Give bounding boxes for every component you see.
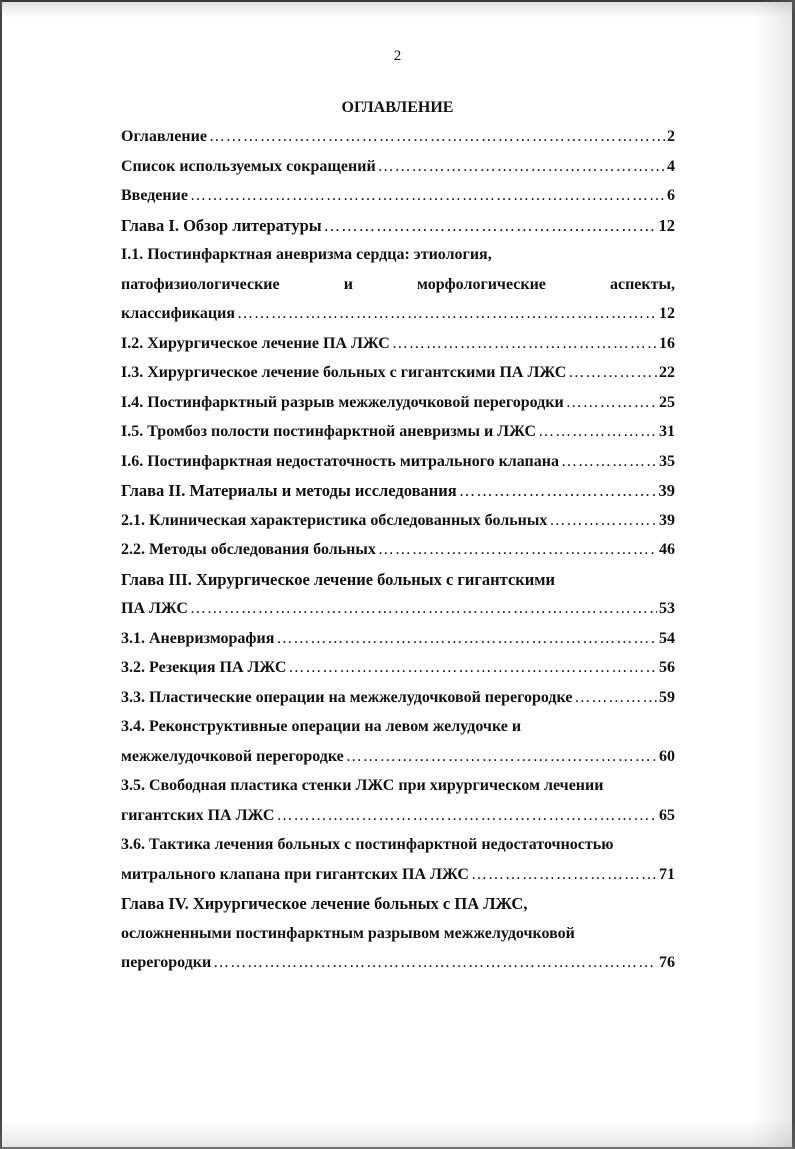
toc-entry-text: Глава II. Материалы и методы исследования xyxy=(121,481,457,500)
toc-entry-text: 3.1. Аневризморафия xyxy=(121,629,275,647)
toc-entry-text: 3.3. Пластические операции на межжелудочковой перегородке xyxy=(121,688,573,706)
toc-entry-page: 22 xyxy=(659,364,675,381)
dot-leader xyxy=(561,447,657,477)
toc-entry-chapter-4-line3[interactable] xyxy=(121,948,675,978)
toc-entry-page: 46 xyxy=(659,541,675,558)
toc-entry-page: 31 xyxy=(659,423,675,440)
dot-leader xyxy=(459,476,657,506)
toc-entry-page: 59 xyxy=(659,688,675,706)
toc-entry-page: 54 xyxy=(659,629,675,647)
dot-leader xyxy=(574,683,657,713)
toc-entry-text: I.2. Хирургическое лечение ПА ЛЖС xyxy=(121,334,390,352)
toc-entry-3-4-line1[interactable]: 3.4. Реконструктивные операции на левом желудочке и xyxy=(121,718,522,735)
toc-entry-3-1[interactable] xyxy=(121,624,675,654)
page-number: 2 xyxy=(393,48,402,64)
scan-shade-bottom xyxy=(0,1119,795,1149)
toc-heading: ОГЛАВЛЕНИЕ xyxy=(341,99,454,116)
toc-entry-text: I.4. Постинфарктный разрыв межжелудочковой перегородки xyxy=(121,393,564,411)
toc-entry-abbreviations[interactable] xyxy=(121,152,675,182)
toc-entry-page: 65 xyxy=(659,806,675,824)
toc-entry-1-3[interactable] xyxy=(121,358,675,388)
word: патофизиологические xyxy=(121,275,280,293)
dot-leader xyxy=(190,594,657,624)
word: аспекты, xyxy=(609,275,675,293)
word: морфологические xyxy=(417,275,546,293)
toc-entry-3-4-line2[interactable] xyxy=(121,742,675,772)
dot-leader xyxy=(566,388,657,418)
toc-entry-page: 35 xyxy=(659,452,675,470)
toc-entry-1-1-line2[interactable] xyxy=(121,270,675,300)
toc-entry-text: 2.2. Методы обследования больных xyxy=(121,541,376,558)
word: и xyxy=(343,275,353,293)
dot-leader xyxy=(549,506,657,536)
toc-entry-text: Введение xyxy=(121,187,188,204)
dot-leader xyxy=(190,181,665,211)
toc-entry-1-5[interactable] xyxy=(121,417,675,447)
toc-entry-page: 4 xyxy=(667,157,675,175)
toc-entry-page: 76 xyxy=(659,954,675,971)
toc-entry-text: Список используемых сокращений xyxy=(121,157,376,175)
toc-entry-1-4[interactable] xyxy=(121,388,675,418)
dot-leader xyxy=(346,742,657,772)
toc-entry-3-6-line2[interactable] xyxy=(121,860,675,890)
toc-entry-introduction[interactable] xyxy=(121,181,675,211)
toc-entry-text: Оглавление xyxy=(121,128,207,145)
toc-entry-3-5-line2[interactable] xyxy=(121,801,675,831)
toc-entry-text: межжелудочковой перегородке xyxy=(121,747,344,765)
toc-entry-chapter-4-line1[interactable]: Глава IV. Хирургическое лечение больных с ПА ЛЖС, xyxy=(121,894,528,913)
toc-entry-chapter-3-line1[interactable]: Глава III. Хирургическое лечение больных с гигантскими xyxy=(121,569,556,589)
toc-entry-page: 25 xyxy=(659,393,675,411)
toc-entry-text: митрального клапана при гигантских ПА ЛЖС xyxy=(121,865,469,883)
toc-entry-text: классификация xyxy=(121,305,235,322)
dot-leader xyxy=(276,801,657,831)
toc-entry-2-1[interactable] xyxy=(121,506,675,536)
dot-leader xyxy=(324,211,657,241)
toc-entry-chapter-2[interactable] xyxy=(121,476,675,506)
dot-leader xyxy=(568,358,657,388)
toc-entry-page: 6 xyxy=(667,187,675,204)
toc-entry-page: 12 xyxy=(659,305,675,322)
toc-entry-text: I.6. Постинфарктная недостаточность митрального клапана xyxy=(121,452,559,470)
toc-entry-text: 2.1. Клиническая характеристика обследованных больных xyxy=(121,511,548,529)
toc-entry-page: 16 xyxy=(659,334,675,352)
dot-leader xyxy=(276,624,657,654)
toc-entry-page: 39 xyxy=(658,481,675,500)
toc-entry-page: 39 xyxy=(659,511,675,529)
dot-leader xyxy=(209,122,665,152)
dot-leader xyxy=(471,860,657,890)
toc-entry-text: гигантских ПА ЛЖС xyxy=(121,806,275,824)
toc-entry-page: 53 xyxy=(659,600,675,617)
toc-entry-text: Глава I. Обзор литературы xyxy=(121,215,322,235)
dot-leader xyxy=(538,417,657,447)
toc-entry-page: 60 xyxy=(659,747,675,765)
toc-entry-text: перегородки xyxy=(121,954,212,971)
scan-shade-right xyxy=(755,0,795,1149)
toc-entry-contents[interactable] xyxy=(121,122,675,152)
toc-entry-text: I.5. Тромбоз полости постинфарктной аневризмы и ЛЖС xyxy=(121,423,537,440)
toc-entry-page: 56 xyxy=(659,659,675,676)
toc-entry-2-2[interactable] xyxy=(121,535,675,565)
dot-leader xyxy=(213,948,657,978)
table-of-contents xyxy=(121,122,675,978)
toc-entry-1-1-line1[interactable]: I.1. Постинфарктная аневризма сердца: этиология, xyxy=(121,246,492,263)
dot-leader xyxy=(378,535,657,565)
toc-entry-chapter-1[interactable] xyxy=(121,211,675,241)
dot-leader xyxy=(392,329,657,359)
toc-entry-text: I.3. Хирургическое лечение больных с гигантскими ПА ЛЖС xyxy=(121,364,567,381)
toc-entry-1-1-line3[interactable] xyxy=(121,299,675,329)
toc-entry-3-5-line1[interactable]: 3.5. Свободная пластика стенки ЛЖС при хирургическом лечении xyxy=(121,777,604,794)
toc-entry-3-2[interactable] xyxy=(121,653,675,683)
toc-entry-3-6-line1[interactable]: 3.6. Тактика лечения больных с постинфарктной недостаточностью xyxy=(121,836,614,853)
toc-entry-page: 2 xyxy=(667,128,675,145)
toc-entry-page: 12 xyxy=(658,215,675,235)
toc-entry-text: 3.2. Резекция ПА ЛЖС xyxy=(121,659,287,676)
toc-entry-page: 71 xyxy=(659,865,675,883)
toc-entry-1-2[interactable] xyxy=(121,329,675,359)
toc-entry-text: ПА ЛЖС xyxy=(121,600,188,617)
scan-shade-top xyxy=(0,0,795,18)
toc-entry-chapter-3-line2[interactable] xyxy=(121,594,675,624)
toc-entry-3-3[interactable] xyxy=(121,683,675,713)
dot-leader xyxy=(288,653,657,683)
dot-leader xyxy=(378,152,665,182)
dot-leader xyxy=(237,299,657,329)
toc-entry-1-6[interactable] xyxy=(121,447,675,477)
toc-entry-chapter-4-line2[interactable]: осложненными постинфарктным разрывом межжелудочковой xyxy=(121,924,575,942)
